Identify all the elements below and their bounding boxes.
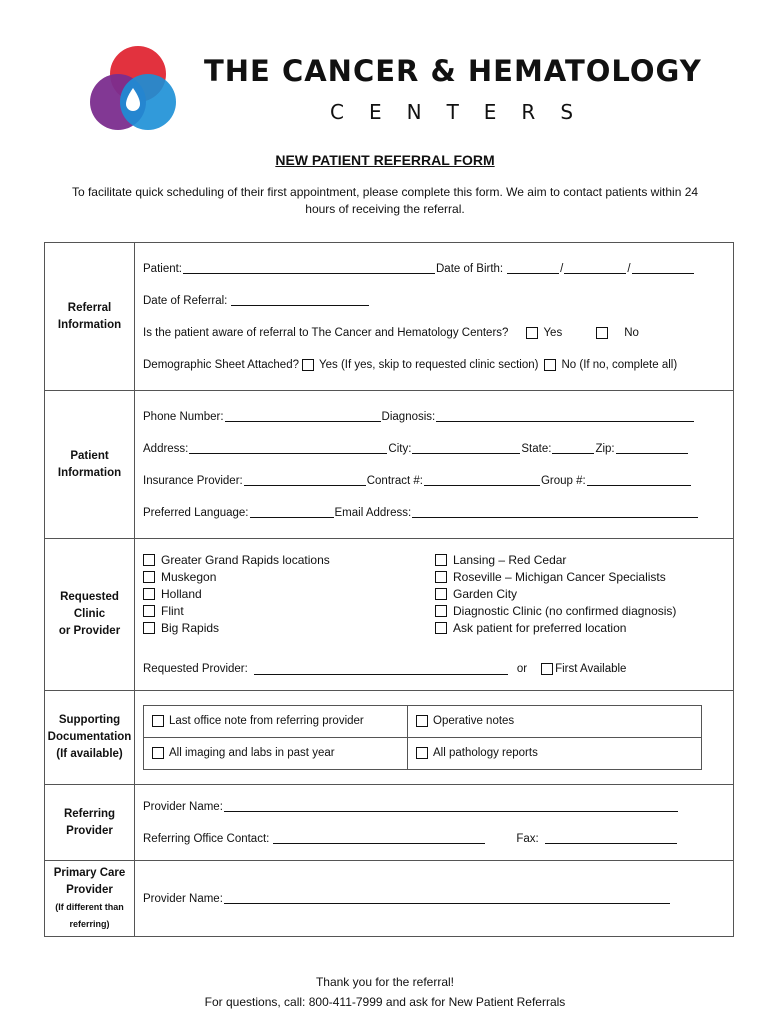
section-label: Primary Care Provider (If different than referring) <box>45 861 135 937</box>
referring-provider-name-label: Provider Name: <box>143 800 223 813</box>
zip-label: Zip: <box>595 442 615 455</box>
aware-no-label: No <box>624 326 639 339</box>
office-contact-label: Referring Office Contact: <box>143 832 270 845</box>
clinic-option[interactable] <box>435 602 727 619</box>
clinic-option[interactable] <box>143 619 435 636</box>
contract-label: Contract #: <box>366 474 423 487</box>
clinic-option[interactable] <box>435 568 727 585</box>
brand-logo <box>88 44 184 134</box>
state-label: State: <box>521 442 552 455</box>
imaging-labs-checkbox[interactable] <box>152 747 164 759</box>
contract-field[interactable] <box>424 475 540 486</box>
dob-month-field[interactable] <box>507 263 559 274</box>
dob-day-field[interactable] <box>564 263 626 274</box>
clinic-checkbox[interactable] <box>143 605 155 617</box>
clinic-options-left <box>143 551 435 636</box>
email-label: Email Address: <box>334 506 412 519</box>
doc-option[interactable]: All pathology reports <box>408 738 702 770</box>
aware-yes-label: Yes <box>543 326 563 339</box>
thank-you-text: Thank you for the referral! <box>315 975 455 989</box>
section-label: Supporting Documentation (If available) <box>45 691 135 785</box>
clinic-option[interactable] <box>435 619 727 636</box>
footer <box>0 972 770 1012</box>
clinic-checkbox[interactable] <box>143 554 155 566</box>
clinic-option-label: Roseville – Michigan Cancer Specialists <box>453 569 666 584</box>
doc-option[interactable]: Last office note from referring provider <box>144 706 408 738</box>
clinic-option[interactable] <box>435 585 727 602</box>
fax-field[interactable] <box>545 833 677 844</box>
diagnosis-label: Diagnosis: <box>381 410 436 423</box>
state-field[interactable] <box>552 443 594 454</box>
phone-label: Phone Number: <box>143 410 224 423</box>
demographic-yes-label: Yes (If yes, skip to requested clinic section) <box>319 358 539 371</box>
zip-field[interactable] <box>616 443 688 454</box>
clinic-checkbox[interactable] <box>435 554 447 566</box>
clinic-option-label: Muskegon <box>161 569 217 584</box>
group-label: Group #: <box>540 474 586 487</box>
clinic-checkbox[interactable] <box>435 588 447 600</box>
insurance-field[interactable] <box>244 475 366 486</box>
language-field[interactable] <box>250 507 334 518</box>
group-field[interactable] <box>587 475 691 486</box>
first-available-checkbox[interactable] <box>541 663 553 675</box>
brand-name: THE CANCER & HEMATOLOGY <box>204 54 702 88</box>
demographic-no-checkbox[interactable] <box>544 359 556 371</box>
address-label: Address: <box>143 442 189 455</box>
contact-text: For questions, call: 800-411-7999 and ask for New Patient Referrals <box>204 995 566 1009</box>
city-label: City: <box>388 442 412 455</box>
demographic-no-label: No (If no, complete all) <box>561 358 678 371</box>
phone-field[interactable] <box>225 411 381 422</box>
requested-provider-label: Requested Provider: <box>143 663 248 675</box>
referral-date-field[interactable] <box>231 295 369 306</box>
doc-option[interactable]: All imaging and labs in past year <box>144 738 408 770</box>
clinic-option-label: Diagnostic Clinic (no confirmed diagnosis) <box>453 603 677 618</box>
requested-clinic-section <box>45 539 734 691</box>
primary-care-section <box>45 861 734 937</box>
diagnosis-field[interactable] <box>436 411 694 422</box>
clinic-option-label: Holland <box>161 586 202 601</box>
clinic-checkbox[interactable] <box>143 588 155 600</box>
pathology-reports-checkbox[interactable] <box>416 747 428 759</box>
section-label: Referring Provider <box>45 785 135 861</box>
clinic-checkbox[interactable] <box>435 622 447 634</box>
section-label: Referral Information <box>45 243 135 391</box>
demographic-yes-checkbox[interactable] <box>302 359 314 371</box>
clinic-option-label: Garden City <box>453 586 518 601</box>
clinic-option[interactable] <box>435 551 727 568</box>
patient-label: Patient: <box>143 262 182 275</box>
aware-yes-checkbox[interactable] <box>526 327 538 339</box>
supporting-docs-table <box>143 705 702 770</box>
clinic-option-label: Big Rapids <box>161 620 220 635</box>
insurance-label: Insurance Provider: <box>143 474 243 487</box>
form-title: NEW PATIENT REFERRAL FORM <box>275 152 495 168</box>
clinic-option-label: Lansing – Red Cedar <box>453 552 567 567</box>
dob-year-field[interactable] <box>632 263 694 274</box>
office-contact-field[interactable] <box>273 833 485 844</box>
language-label: Preferred Language: <box>143 506 249 519</box>
or-label: or <box>516 663 528 675</box>
clinic-option-label: Ask patient for preferred location <box>453 620 627 635</box>
referral-form-table <box>44 242 734 937</box>
requested-provider-field[interactable] <box>254 664 508 675</box>
dob-label: Date of Birth: <box>436 262 504 275</box>
section-label: Patient Information <box>45 391 135 539</box>
patient-info-section <box>45 391 734 539</box>
clinic-checkbox[interactable] <box>143 571 155 583</box>
city-field[interactable] <box>412 443 520 454</box>
address-field[interactable] <box>189 443 387 454</box>
clinic-checkbox[interactable] <box>435 605 447 617</box>
clinic-checkbox[interactable] <box>143 622 155 634</box>
referring-provider-name-field[interactable] <box>224 801 678 812</box>
clinic-option[interactable] <box>143 602 435 619</box>
clinic-option[interactable] <box>143 551 435 568</box>
clinic-option[interactable] <box>143 585 435 602</box>
brand-subname: CENTERS <box>330 100 599 124</box>
intro-text: To facilitate quick scheduling of their first appointment, please complete this form. We aim to contact patients within 24 hours of receiving the referral. <box>71 185 699 216</box>
last-office-note-checkbox[interactable] <box>152 715 164 727</box>
clinic-option-label: Flint <box>161 603 184 618</box>
doc-option[interactable]: Operative notes <box>408 706 702 738</box>
primary-provider-name-field[interactable] <box>224 893 670 904</box>
referral-info-section: Referral Information Patient: Date of Birth: / / Date of Referral: Is the patient aware of referral to The Cancer and Hematology Centers? Yes No Demographic Sheet Attached? Yes (If yes, skip to requested clinic section) No (If no, complete all) <box>45 243 734 391</box>
section-label: Requested Clinic or Provider <box>45 539 135 691</box>
email-field[interactable] <box>412 507 698 518</box>
clinic-options-right <box>435 551 727 636</box>
aware-no-checkbox[interactable] <box>596 327 608 339</box>
fax-label: Fax: <box>516 832 539 845</box>
patient-field[interactable] <box>183 263 435 274</box>
primary-provider-name-label: Provider Name: <box>143 892 223 905</box>
clinic-option-label: Greater Grand Rapids locations <box>161 552 330 567</box>
aware-question: Is the patient aware of referral to The Cancer and Hematology Centers? <box>143 326 509 339</box>
supporting-docs-section <box>45 691 734 785</box>
clinic-checkbox[interactable] <box>435 571 447 583</box>
first-available-label: First Available <box>555 663 627 675</box>
clinic-option[interactable] <box>143 568 435 585</box>
referral-date-label: Date of Referral: <box>143 294 228 307</box>
operative-notes-checkbox[interactable] <box>416 715 428 727</box>
referring-provider-section <box>45 785 734 861</box>
demographic-label: Demographic Sheet Attached? <box>143 358 299 371</box>
